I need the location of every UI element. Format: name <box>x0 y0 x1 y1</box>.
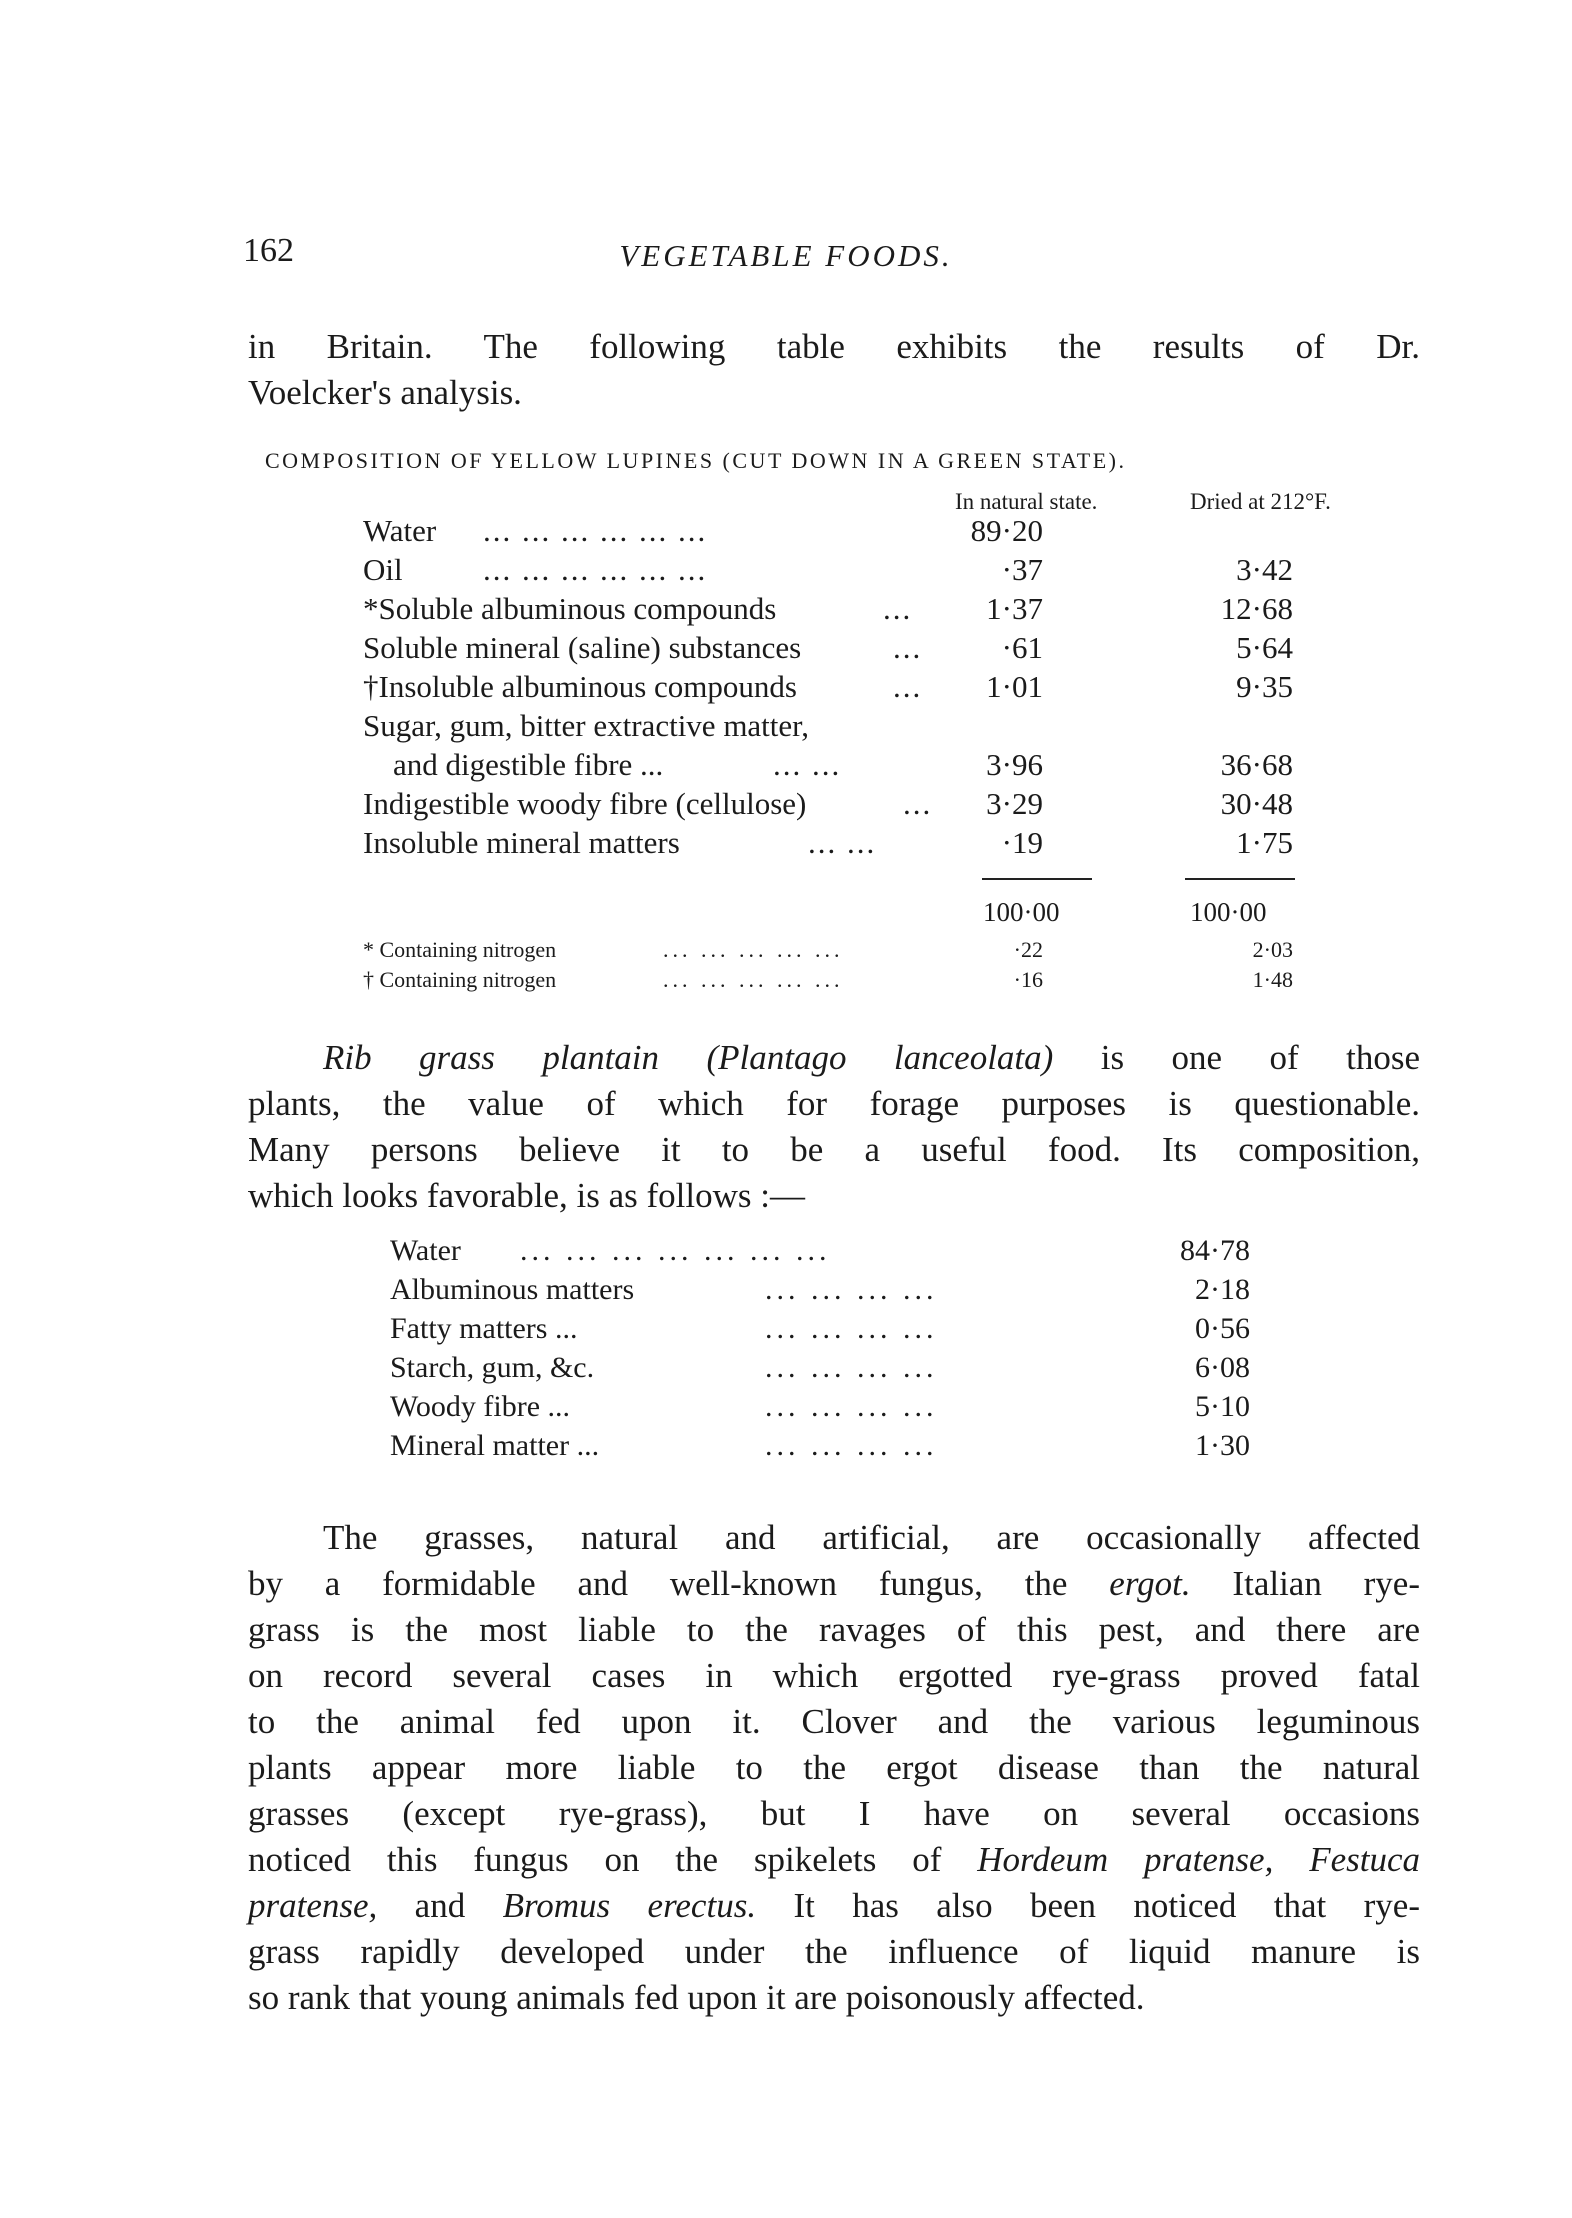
total-rule-natural <box>982 878 1092 880</box>
row-value: 84·78 <box>1180 1234 1250 1267</box>
row-value: 2·18 <box>1195 1273 1250 1306</box>
footnote-label: * Containing nitrogen <box>363 937 557 962</box>
table-row <box>390 1310 1270 1348</box>
footnote-natural: ·22 <box>1013 937 1043 962</box>
leader-dots: ... ... ... ... <box>765 1390 938 1423</box>
footnote-row <box>363 935 1323 965</box>
plantain-name: Rib grass plantain (Plantago lanceolata) <box>323 1038 1054 1077</box>
row-label: Oil <box>363 552 403 587</box>
total-rule-dried <box>1185 878 1295 880</box>
footnote-row <box>363 965 1323 995</box>
ergot-line-6: plants appear more liable to the ergot disease than the natural <box>248 1748 1420 1787</box>
plantain-paragraph <box>248 1035 1420 1219</box>
ergot-line-1: The grasses, natural and artificial, are occasionally affected <box>323 1518 1420 1557</box>
intro-paragraph <box>248 324 1420 416</box>
ergot-paragraph <box>248 1515 1420 2021</box>
ergot-line-9 <box>248 1883 1420 1929</box>
row-label: *Soluble albuminous compounds <box>363 591 777 626</box>
row-label: Mineral matter ... <box>390 1429 600 1462</box>
species-hordeum-festuca: Hordeum pratense, Festuca <box>977 1840 1420 1879</box>
footnote-natural: ·16 <box>1013 967 1043 992</box>
plantain-line-1-rest: is one of those <box>1053 1038 1420 1077</box>
ergot-line-8-a: noticed this fungus on the spikelets of <box>248 1840 978 1879</box>
leader-dots: ... ... ... ... <box>765 1312 938 1345</box>
table-row <box>363 629 1323 667</box>
row-label: Indigestible woody fibre (cellulose) <box>363 786 807 821</box>
ergot-line-3: grass is the most liable to the ravages of this pest, and there are <box>248 1610 1420 1649</box>
row-label: Fatty matters ... <box>390 1312 578 1345</box>
row-value: 6·08 <box>1195 1351 1250 1384</box>
plantain-line-3: Many persons believe it to be a useful food. Its composition, <box>248 1130 1420 1169</box>
value-natural: 3·29 <box>986 786 1043 821</box>
value-natural: ·19 <box>1001 825 1043 860</box>
ergot-line-8 <box>248 1837 1420 1883</box>
column-header-natural: In natural state. <box>955 489 1098 514</box>
row-value: 0·56 <box>1195 1312 1250 1345</box>
leader-dots: ... ... <box>808 825 877 860</box>
intro-line-1: in Britain. The following table exhibits the results of Dr. <box>248 327 1420 366</box>
value-dried: 3·42 <box>1236 552 1293 587</box>
table-row <box>363 785 1323 823</box>
row-label: Woody fibre ... <box>390 1390 571 1423</box>
footnote-dried: 1·48 <box>1252 967 1293 992</box>
table-row <box>363 824 1323 862</box>
ergot-line-2 <box>248 1561 1420 1607</box>
row-label: Albuminous matters <box>390 1273 635 1306</box>
row-label: Water <box>363 513 437 548</box>
leader-dots: ... ... ... ... <box>765 1351 938 1384</box>
table-row <box>363 512 1323 550</box>
row-label: Soluble mineral (saline) substances <box>363 630 802 665</box>
row-label: Sugar, gum, bitter extractive matter, <box>363 708 810 743</box>
ergot-term: ergot. <box>1109 1564 1191 1603</box>
value-dried: 5·64 <box>1236 630 1293 665</box>
table-row <box>363 590 1323 628</box>
lupine-table-title: COMPOSITION OF YELLOW LUPINES (CUT DOWN IN A GREEN STATE). <box>265 448 1127 473</box>
ergot-line-10: grass rapidly developed under the influence of liquid manure is <box>248 1932 1420 1971</box>
table-row <box>390 1271 1270 1309</box>
plantain-line-1 <box>248 1035 1420 1081</box>
leader-dots: ... ... <box>773 747 842 782</box>
ergot-line-2-a: by a formidable and well-known fungus, the <box>248 1564 1110 1603</box>
table-row <box>363 668 1323 706</box>
table-row <box>390 1349 1270 1387</box>
table-row <box>363 707 1323 745</box>
ergot-line-5: to the animal fed upon it. Clover and the various leguminous <box>248 1702 1420 1741</box>
page-number: 162 <box>243 232 294 269</box>
ergot-line-11: so rank that young animals fed upon it are poisonously affected. <box>248 1978 1145 2017</box>
footnote-dried: 2·03 <box>1252 937 1293 962</box>
ergot-line-2-b: Italian rye- <box>1190 1564 1420 1603</box>
table-row <box>363 746 1323 784</box>
row-value: 1·30 <box>1195 1429 1250 1462</box>
running-head: VEGETABLE FOODS. <box>619 238 953 273</box>
row-label: Insoluble mineral matters <box>363 825 680 860</box>
leader-dots: ... ... ... ... ... ... <box>483 552 708 587</box>
intro-line-2: Voelcker's analysis. <box>248 373 522 412</box>
leader-dots: ... ... ... ... ... <box>663 967 844 992</box>
value-natural: 89·20 <box>970 513 1043 548</box>
leader-dots: ... <box>883 591 913 626</box>
row-label: †Insoluble albuminous compounds <box>363 669 797 704</box>
species-pratense: pratense, <box>248 1886 378 1925</box>
leader-dots: ... ... ... ... ... ... <box>483 513 708 548</box>
value-dried: 30·48 <box>1220 786 1293 821</box>
row-label: Starch, gum, &c. <box>390 1351 595 1384</box>
ergot-line-9-b: It has also been noticed that rye- <box>756 1886 1420 1925</box>
plantain-line-2: plants, the value of which for forage purposes is questionable. <box>248 1084 1420 1123</box>
leader-dots: ... <box>903 786 933 821</box>
total-dried: 100·00 <box>1190 897 1267 927</box>
row-value: 5·10 <box>1195 1390 1250 1423</box>
column-header-dried: Dried at 212°F. <box>1190 489 1331 514</box>
plantain-line-4: which looks favorable, is as follows :— <box>248 1176 805 1215</box>
leader-dots: ... ... ... ... ... <box>663 937 844 962</box>
value-dried: 1·75 <box>1236 825 1293 860</box>
row-label: and digestible fibre ... <box>393 747 664 782</box>
table-row <box>390 1427 1270 1465</box>
leader-dots: ... ... ... ... ... ... ... <box>520 1234 831 1267</box>
leader-dots: ... <box>893 669 923 704</box>
value-dried: 12·68 <box>1220 591 1293 626</box>
table-row <box>390 1388 1270 1426</box>
value-natural: 1·37 <box>986 591 1043 626</box>
ergot-line-9-a: and <box>377 1886 503 1925</box>
value-natural: ·61 <box>1001 630 1043 665</box>
value-natural: ·37 <box>1001 552 1043 587</box>
species-bromus: Bromus erectus. <box>502 1886 757 1925</box>
footnote-label: † Containing nitrogen <box>363 967 557 992</box>
value-natural: 3·96 <box>986 747 1043 782</box>
table-row <box>363 551 1323 589</box>
leader-dots: ... ... ... ... <box>765 1429 938 1462</box>
value-dried: 36·68 <box>1220 747 1293 782</box>
total-natural: 100·00 <box>983 897 1060 927</box>
value-dried: 9·35 <box>1236 669 1293 704</box>
ergot-line-7: grasses (except rye-grass), but I have on several occasions <box>248 1794 1420 1833</box>
table-row <box>390 1232 1270 1270</box>
leader-dots: ... <box>893 630 923 665</box>
leader-dots: ... ... ... ... <box>765 1273 938 1306</box>
ergot-line-4: on record several cases in which ergotted rye-grass proved fatal <box>248 1656 1420 1695</box>
value-natural: 1·01 <box>986 669 1043 704</box>
row-label: Water <box>390 1234 461 1267</box>
